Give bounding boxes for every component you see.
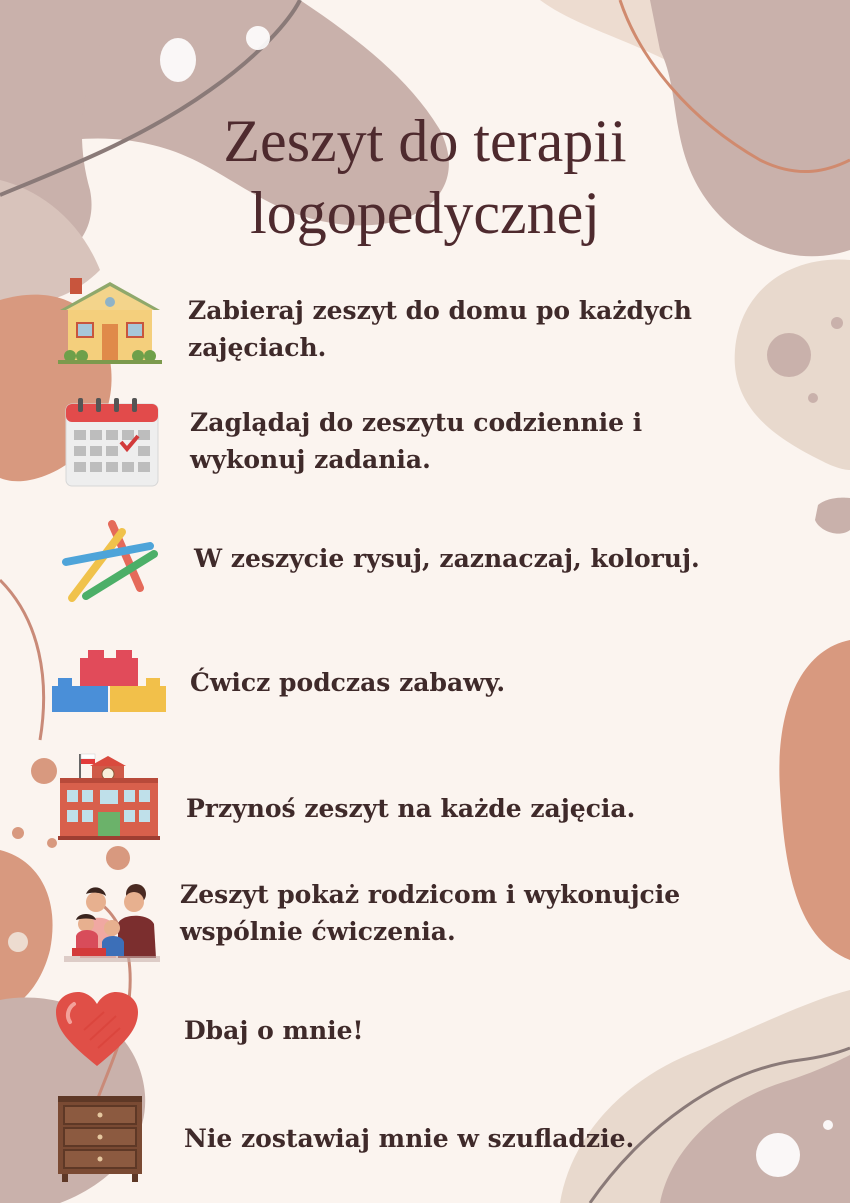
item-2-line-1: Zaglądaj do zeszytu codziennie i [190,408,643,437]
item-1-line-2: zajęciach. [188,333,327,362]
heart-icon [54,990,140,1070]
item-6-line-2: wspólnie ćwiczenia. [180,917,456,946]
item-6-line-1: Zeszyt pokaż rodzicom i wykonujcie [180,880,681,909]
pencils-icon [62,518,158,604]
family-icon [64,880,160,964]
page-title-line-1: Zeszyt do terapii [223,108,627,174]
item-8-text: Nie zostawiaj mnie w szufladzie. [184,1124,635,1153]
calendar-icon [64,396,160,488]
drawer-icon [56,1094,144,1182]
item-7-text: Dbaj o mnie! [184,1016,364,1045]
page-title-line-2: logopedycznej [250,180,600,246]
item-5-text: Przynoś zeszyt na każde zajęcia. [186,794,636,823]
item-2-line-2: wykonuj zadania. [190,445,431,474]
blocks-icon [50,646,168,714]
item-4-text: Ćwicz podczas zabawy. [190,668,506,697]
school-icon [58,752,160,840]
item-1-line-1: Zabieraj zeszyt do domu po każdych [188,296,692,325]
house-icon [56,276,164,368]
item-3-text: W zeszycie rysuj, zaznaczaj, koloruj. [194,544,700,573]
